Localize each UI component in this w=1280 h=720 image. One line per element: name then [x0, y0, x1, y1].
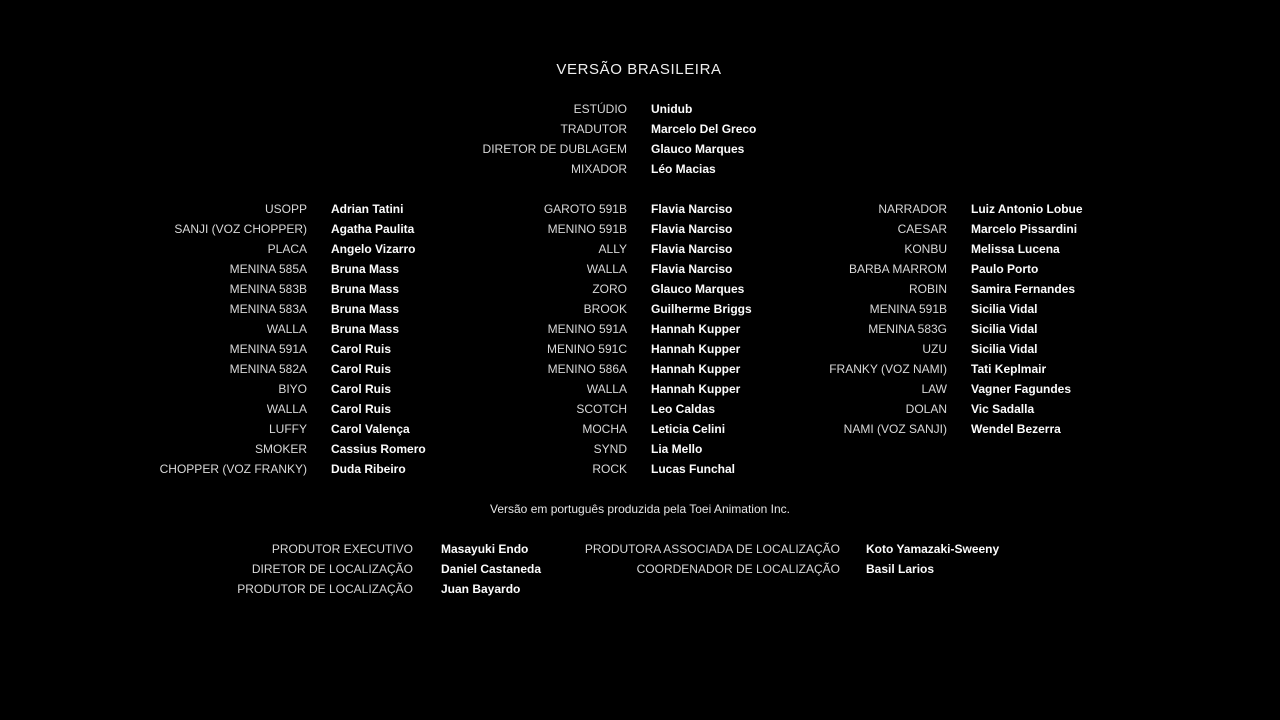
credit-role: PLACA: [267, 242, 307, 256]
credit-role: LAW: [921, 382, 947, 396]
credit-name: Tati Keplmair: [971, 362, 1047, 376]
credit-name: Paulo Porto: [971, 262, 1039, 276]
credit-role: WALLA: [266, 402, 307, 416]
credit-role: MENINA 583B: [229, 282, 307, 296]
localization-credits-right: [420, 539, 999, 579]
credit-name: Leticia Celini: [651, 422, 726, 436]
credit-role: MIXADOR: [570, 162, 627, 176]
credit-name: Sicilia Vidal: [971, 302, 1038, 316]
credit-role: ALLY: [598, 242, 627, 256]
credit-name: Carol Valença: [331, 422, 410, 436]
credit-name: Luiz Antonio Lobue: [971, 202, 1083, 216]
credit-name: Lia Mello: [651, 442, 703, 456]
credit-name: Carol Ruis: [331, 402, 392, 416]
credit-role: USOPP: [264, 202, 307, 216]
credit-name: Marcelo Del Greco: [651, 122, 757, 136]
credit-name: Samira Fernandes: [971, 282, 1076, 296]
credit-role: ESTÚDIO: [573, 102, 627, 116]
credit-name: Marcelo Pissardini: [971, 222, 1078, 236]
credit-role: FRANKY (VOZ NAMI): [829, 362, 947, 376]
credit-role: TRADUTOR: [560, 122, 627, 136]
credit-role: MENINA 583A: [229, 302, 307, 316]
credit-name: Hannah Kupper: [651, 322, 741, 336]
credit-role: MENINA 591B: [869, 302, 947, 316]
credit-name: Cassius Romero: [331, 442, 426, 456]
credit-name: Leo Caldas: [651, 402, 716, 416]
credit-name: Koto Yamazaki-Sweeny: [866, 542, 1000, 556]
credit-role: BIYO: [278, 382, 307, 396]
credit-role: MENINA 582A: [229, 362, 307, 376]
credit-name: Sicilia Vidal: [971, 342, 1038, 356]
credit-name: Carol Ruis: [331, 362, 392, 376]
credit-role: MENINA 585A: [229, 262, 307, 276]
credit-role: ROCK: [592, 462, 627, 476]
credit-role: PRODUTOR DE LOCALIZAÇÃO: [237, 582, 413, 596]
credit-role: NARRADOR: [878, 202, 947, 216]
credit-role: MOCHA: [582, 422, 627, 436]
credit-role: MENINA 591A: [229, 342, 307, 356]
credit-name: Hannah Kupper: [651, 342, 741, 356]
credit-name: Lucas Funchal: [651, 462, 736, 476]
credit-name: Glauco Marques: [651, 282, 745, 296]
credit-name: Flavia Narciso: [651, 222, 733, 236]
credit-name: Bruna Mass: [331, 302, 400, 316]
credit-role: WALLA: [266, 322, 307, 336]
credit-name: Bruna Mass: [331, 322, 400, 336]
credit-role: GAROTO 591B: [543, 202, 627, 216]
credit-role: MENINO 591A: [547, 322, 627, 336]
credit-name: Léo Macias: [651, 162, 716, 176]
credit-role: SCOTCH: [576, 402, 627, 416]
credit-role: DOLAN: [905, 402, 947, 416]
credit-name: Masayuki Endo: [441, 542, 529, 556]
credit-role: SMOKER: [254, 442, 307, 456]
credit-role: CHOPPER (VOZ FRANKY): [159, 462, 307, 476]
credit-role: MENINO 591C: [546, 342, 627, 356]
production-note: Versão em português produzida pela Toei Animation Inc.: [490, 502, 790, 516]
credit-name: Vagner Fagundes: [971, 382, 1072, 396]
credit-name: Angelo Vizarro: [331, 242, 416, 256]
credit-name: Glauco Marques: [651, 142, 745, 156]
credit-role: MENINA 583G: [868, 322, 947, 336]
credit-role: DIRETOR DE LOCALIZAÇÃO: [251, 562, 413, 576]
dub-staff-list: [320, 99, 756, 179]
credit-name: Bruna Mass: [331, 262, 400, 276]
credit-role: UZU: [922, 342, 947, 356]
credit-role: NAMI (VOZ SANJI): [843, 422, 947, 436]
credit-role: BARBA MARROM: [848, 262, 947, 276]
credit-name: Bruna Mass: [331, 282, 400, 296]
credit-name: Juan Bayardo: [441, 582, 521, 596]
credit-name: Flavia Narciso: [651, 262, 733, 276]
credit-name: Flavia Narciso: [651, 202, 733, 216]
credit-name: Wendel Bezerra: [971, 422, 1061, 436]
credit-role: COORDENADOR DE LOCALIZAÇÃO: [636, 562, 840, 576]
credit-name: Hannah Kupper: [651, 382, 741, 396]
credit-role: BROOK: [583, 302, 627, 316]
credits-title: VERSÃO BRASILEIRA: [556, 61, 722, 78]
cast-column-3: [640, 199, 1083, 439]
credit-role: WALLA: [586, 262, 627, 276]
credit-role: WALLA: [586, 382, 627, 396]
credit-name: Carol Ruis: [331, 382, 392, 396]
credit-name: Agatha Paulita: [331, 222, 415, 236]
credit-role: MENINO 586A: [547, 362, 627, 376]
credit-role: LUFFY: [268, 422, 307, 436]
credit-name: Adrian Tatini: [331, 202, 404, 216]
credit-role: SANJI (VOZ CHOPPER): [174, 222, 307, 236]
credit-name: Flavia Narciso: [651, 242, 733, 256]
credit-name: Duda Ribeiro: [331, 462, 406, 476]
credit-name: Guilherme Briggs: [651, 302, 752, 316]
credit-name: Vic Sadalla: [971, 402, 1035, 416]
credit-name: Hannah Kupper: [651, 362, 741, 376]
credit-role: DIRETOR DE DUBLAGEM: [482, 142, 627, 156]
credit-name: Daniel Castaneda: [441, 562, 542, 576]
credit-role: CAESAR: [897, 222, 947, 236]
credit-role: MENINO 591B: [547, 222, 627, 236]
credit-role: ROBIN: [908, 282, 947, 296]
credit-name: Basil Larios: [866, 562, 935, 576]
credit-name: Sicilia Vidal: [971, 322, 1038, 336]
credit-role: ZORO: [592, 282, 627, 296]
credit-role: SYND: [593, 442, 627, 456]
credit-name: Melissa Lucena: [971, 242, 1060, 256]
credit-name: Unidub: [651, 102, 693, 116]
credit-role: PRODUTORA ASSOCIADA DE LOCALIZAÇÃO: [584, 542, 840, 556]
credit-role: KONBU: [904, 242, 947, 256]
credit-role: PRODUTOR EXECUTIVO: [271, 542, 413, 556]
credit-name: Carol Ruis: [331, 342, 392, 356]
